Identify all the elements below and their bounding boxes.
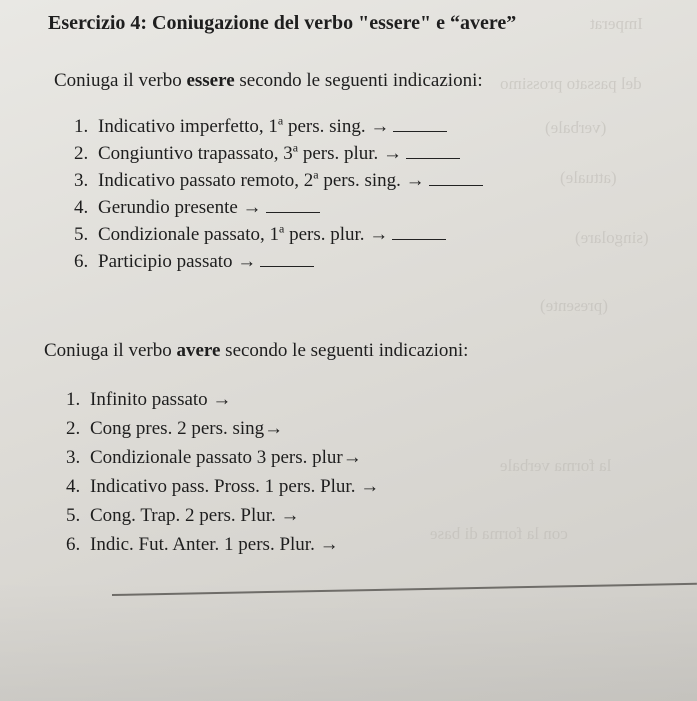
verb-avere: avere xyxy=(176,340,221,361)
list-item xyxy=(74,251,314,273)
list-item xyxy=(74,113,447,138)
item-ordinal: 2 xyxy=(303,170,314,191)
show-through-text: Imperat xyxy=(590,14,643,33)
show-through-text: (singolare) xyxy=(575,228,649,247)
show-through-text: con la forma di base xyxy=(430,524,568,543)
list-item xyxy=(66,447,362,469)
exercise-title: Esercizio 4: Coniugazione del verbo "essere" e “avere” xyxy=(48,12,517,34)
instruction-text: Coniuga il verbo xyxy=(44,340,177,361)
show-through-text: del passato prossimo xyxy=(500,74,642,93)
answer-blank[interactable] xyxy=(429,171,483,186)
item-text: Indic. Fut. Anter. 1 pers. Plur. → xyxy=(90,534,339,555)
item-number: 6. xyxy=(66,534,81,555)
item-ordinal-suffix: a xyxy=(292,140,299,155)
show-through-text: (presente) xyxy=(540,296,608,315)
item-text: pers. sing. → xyxy=(283,116,390,137)
list-item xyxy=(66,534,339,556)
answer-blank[interactable] xyxy=(393,117,447,132)
instruction-text: Coniuga il verbo xyxy=(54,70,187,91)
instruction-avere xyxy=(44,340,468,362)
item-ordinal-suffix: a xyxy=(277,113,284,128)
list-item xyxy=(66,389,231,411)
show-through-text: la forma verbale xyxy=(500,456,612,475)
item-number: 1. xyxy=(74,116,89,137)
item-number: 2. xyxy=(66,418,81,439)
item-text: pers. plur. → xyxy=(284,224,389,245)
list-item xyxy=(74,221,446,246)
item-text: Condizionale passato, xyxy=(98,224,270,245)
item-text: Cong. Trap. 2 pers. Plur. → xyxy=(90,505,300,526)
item-ordinal-suffix: a xyxy=(279,221,285,236)
list-item xyxy=(74,140,460,165)
item-text: Indicativo passato remoto, xyxy=(98,170,304,191)
item-text: Condizionale passato 3 pers. plur→ xyxy=(90,447,362,468)
list-item xyxy=(74,197,320,219)
show-through-text: (verbale) xyxy=(545,118,607,137)
answer-blank[interactable] xyxy=(260,252,314,267)
item-text: pers. plur. → xyxy=(298,143,403,164)
list-item xyxy=(66,505,300,527)
list-item xyxy=(66,418,283,440)
item-number: 6. xyxy=(74,251,89,272)
item-text: Cong pres. 2 pers. sing→ xyxy=(90,418,284,439)
list-item xyxy=(74,167,483,192)
item-text: Gerundio presente → xyxy=(98,197,262,218)
item-text: Participio passato → xyxy=(98,251,257,272)
instruction-text: secondo le seguenti indicazioni: xyxy=(234,70,483,91)
item-text: Indicativo imperfetto, xyxy=(98,116,269,137)
item-number: 5. xyxy=(66,505,81,526)
item-ordinal: 1 xyxy=(269,224,279,245)
item-number: 5. xyxy=(74,224,89,245)
item-number: 4. xyxy=(66,476,81,497)
item-number: 1. xyxy=(66,389,81,410)
answer-blank[interactable] xyxy=(406,144,460,159)
verb-essere: essere xyxy=(186,70,235,91)
item-text: pers. sing. → xyxy=(318,170,425,191)
instruction-essere xyxy=(54,70,483,92)
instruction-text: secondo le seguenti indicazioni: xyxy=(220,340,469,361)
paper-shadow xyxy=(0,580,697,701)
item-number: 2. xyxy=(74,143,89,164)
item-number: 3. xyxy=(66,447,81,468)
list-item xyxy=(66,476,379,498)
item-ordinal-suffix: a xyxy=(313,167,319,182)
show-through-text: (attuale) xyxy=(560,168,617,187)
item-number: 4. xyxy=(74,197,89,218)
item-number: 3. xyxy=(74,170,89,191)
item-ordinal: 1 xyxy=(268,116,278,137)
answer-blank[interactable] xyxy=(266,198,320,213)
answer-blank[interactable] xyxy=(392,225,446,240)
item-text: Congiuntivo trapassato, xyxy=(98,143,284,164)
item-text: Indicativo pass. Pross. 1 pers. Plur. → xyxy=(90,476,380,497)
item-ordinal: 3 xyxy=(283,143,293,164)
item-text: Infinito passato → xyxy=(90,389,232,410)
